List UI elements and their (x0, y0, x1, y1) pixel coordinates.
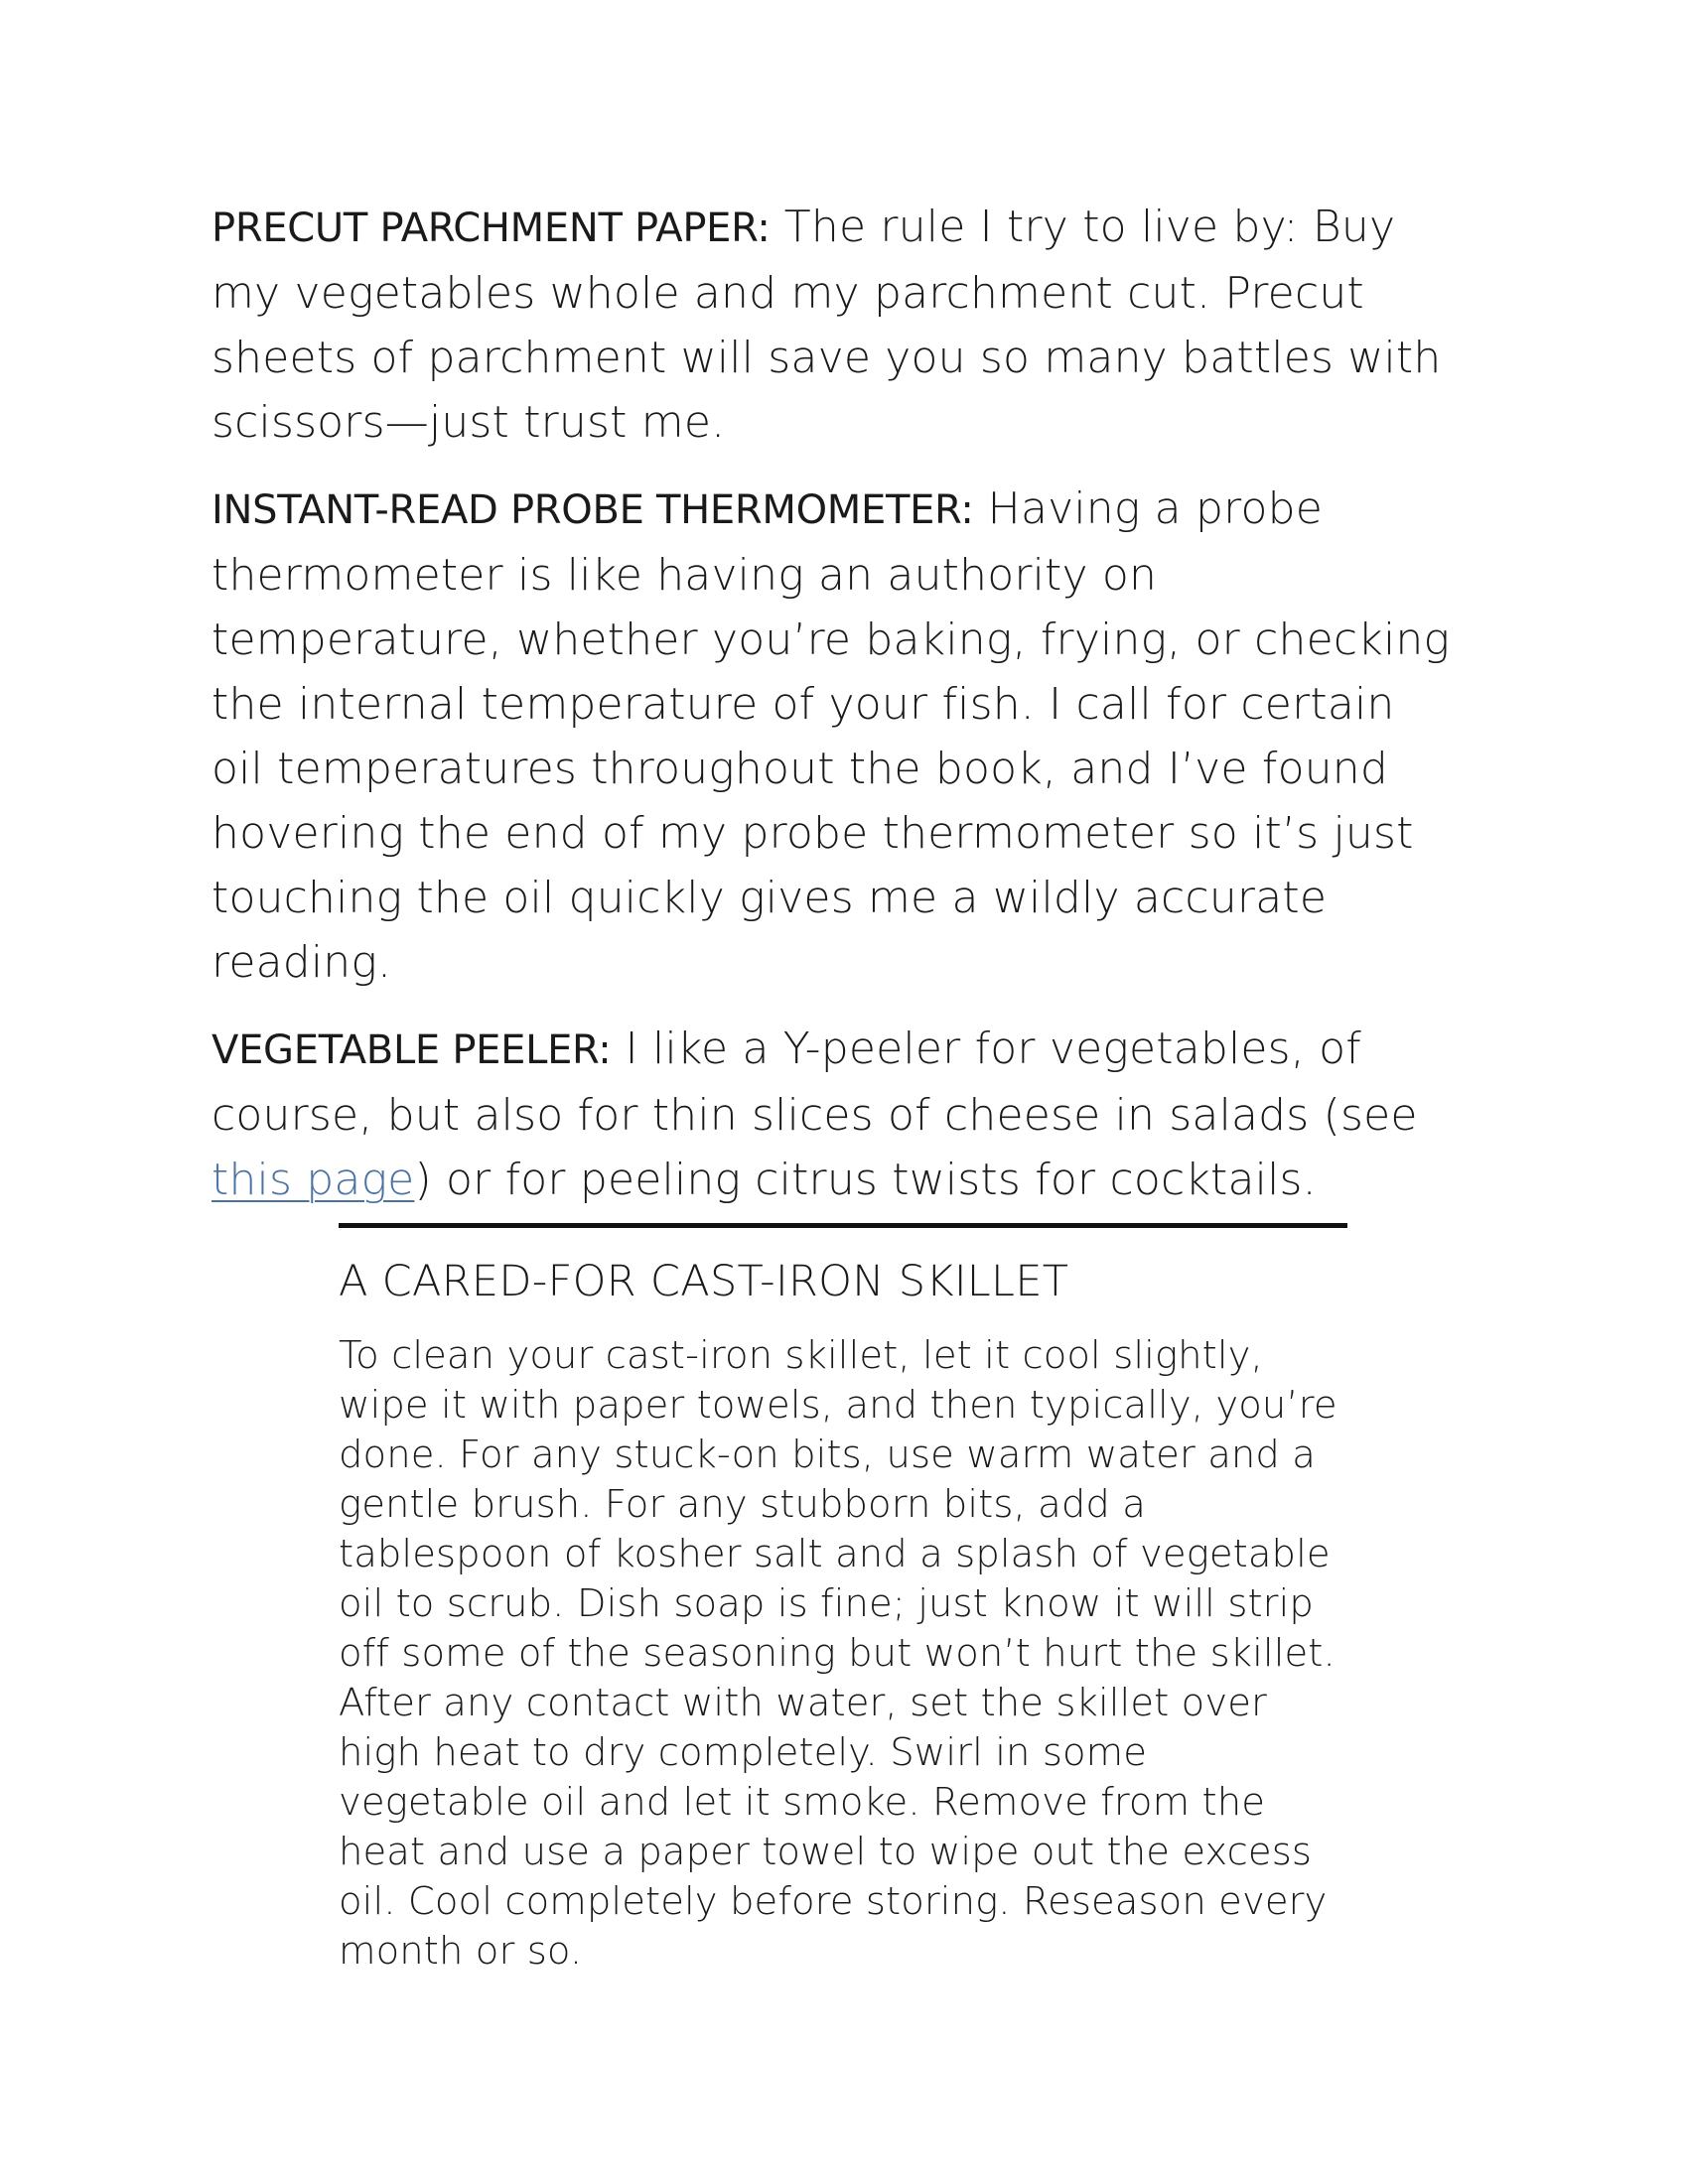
sidebar-title: A CARED-FOR CAST-IRON SKILLET (339, 1257, 1069, 1306)
this-page-link[interactable]: this page (211, 1155, 415, 1205)
cast-iron-sidebar (339, 1223, 1347, 1977)
entry-term: INSTANT-READ PROBE THERMOMETER: (211, 487, 974, 533)
entry-text: The rule I try to live by: Buy my vegetables whole and my parchment cut. Precut sheets of parchment will save you so many battles with scissors—just trust me. (211, 202, 1442, 448)
entry-precut-parchment (211, 195, 1453, 455)
entry-text: Having a probe thermometer is like having an authority on temperature, whether you’re baking, frying, or checking the internal temperature of your fish. I call for certain oil temperatures throughout the book, and I’ve found hovering the end of my probe thermometer so it’s just touching the oil quickly gives me a wildly accurate reading. (211, 483, 1451, 988)
entry-text: ) or for peeling citrus twists for cocktails. (414, 1155, 1317, 1205)
sidebar-body: To clean your cast-iron skillet, let it cool slightly, wipe it with paper towels, and then typically, you’re done. For any stuck-on bits, use warm water and a gentle brush. For any stubborn bits, add a tablespoon of kosher salt and a splash of vegetable oil to scrub. Dish soap is fine; just know it will strip off some of the seasoning but won’t hurt the skillet. After any contact with water, set the skillet over high heat to dry completely. Swirl in some vegetable oil and let it smoke. Remove from the heat and use a paper towel to wipe out the excess oil. Cool completely before storing. Reseason every month or so. (339, 1333, 1337, 1974)
equipment-list (211, 195, 1453, 1234)
sidebar-divider (339, 1223, 1347, 1228)
entry-text: I like a Y-peeler for vegetables, of course, but also for thin slices of cheese in salads (see (211, 1024, 1418, 1141)
entry-probe-thermometer (211, 477, 1453, 995)
entry-term: PRECUT PARCHMENT PAPER: (211, 205, 771, 251)
entry-vegetable-peeler (211, 1017, 1453, 1212)
entry-term: VEGETABLE PEELER: (211, 1027, 612, 1073)
